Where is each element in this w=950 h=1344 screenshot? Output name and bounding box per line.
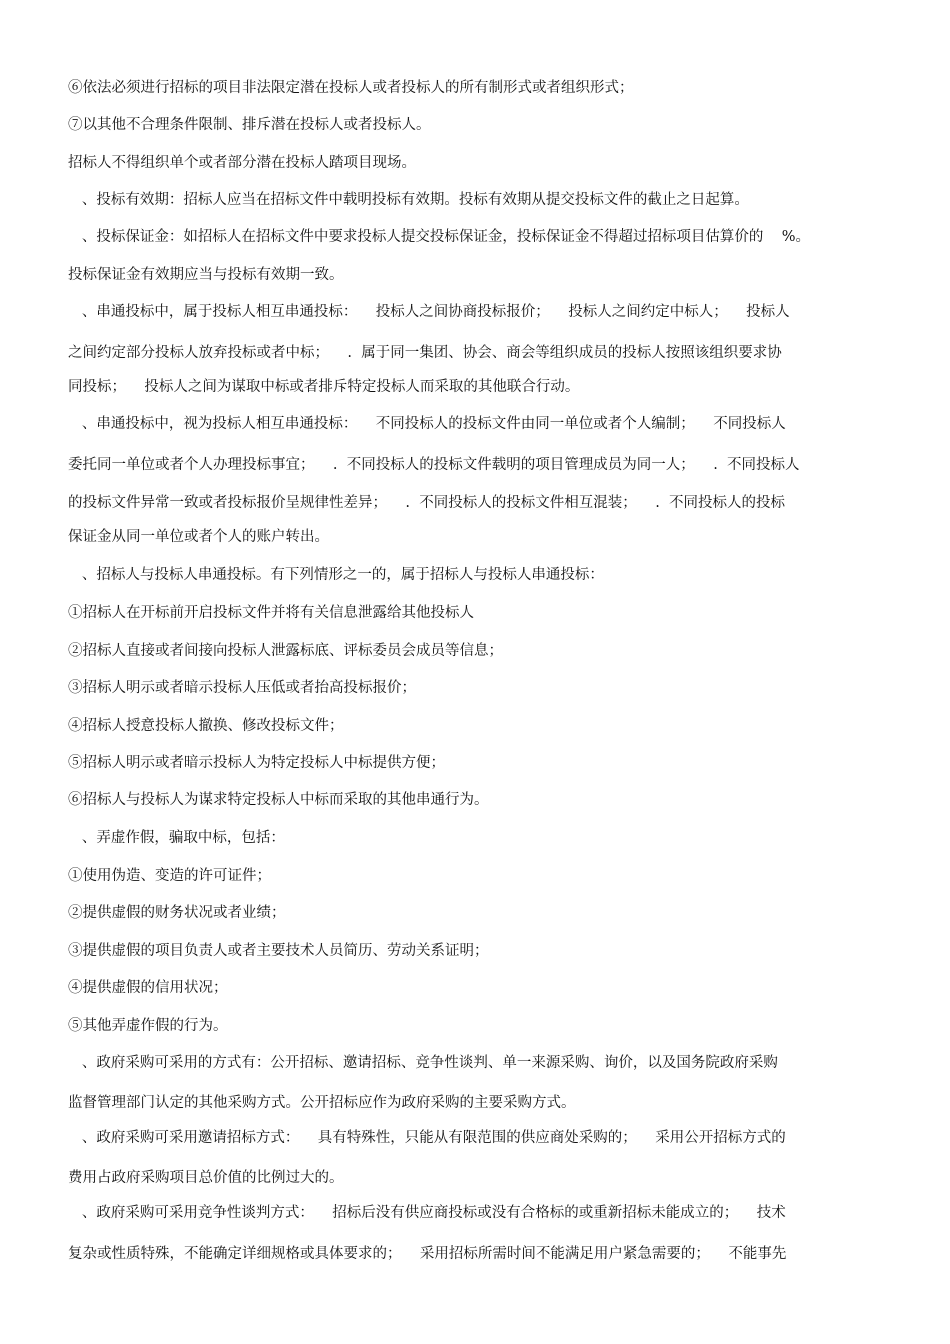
text-line: ⑤其他弄虚作假的行为。 <box>68 1018 228 1034</box>
text-line: 、政府采购可采用邀请招标方式： 具有特殊性，只能从有限范围的供应商处采购的； 采用公开招标方式的 <box>68 1130 786 1146</box>
text-line: ④提供虚假的信用状况； <box>68 980 228 996</box>
text-line: 、政府采购可采用的方式有：公开招标、邀请招标、竞争性谈判、单一来源采购、询价，以及国务院政府采购 <box>68 1055 778 1071</box>
text-line: 、弄虚作假，骗取中标，包括： <box>68 830 285 846</box>
text-line: ②提供虚假的财务状况或者业绩； <box>68 905 286 921</box>
text-line: 保证金从同一单位或者个人的账户转出。 <box>68 529 329 545</box>
text-line: ⑦以其他不合理条件限制、排斥潜在投标人或者投标人。 <box>68 117 431 133</box>
text-line: 、招标人与投标人串通投标。有下列情形之一的，属于招标人与投标人串通投标： <box>68 567 604 583</box>
text-line: ⑥招标人与投标人为谋求特定投标人中标而采取的其他串通行为。 <box>68 792 489 808</box>
text-line: 、串通投标中，属于投标人相互串通投标： 投标人之间协商投标报价； 投标人之间约定中标人； 投标人 <box>68 304 790 320</box>
text-line: 费用占政府采购项目总价值的比例过大的。 <box>68 1170 344 1186</box>
text-line: 招标人不得组织单个或者部分潜在投标人踏项目现场。 <box>68 155 416 171</box>
text-line: 、政府采购可采用竞争性谈判方式： 招标后没有供应商投标或没有合格标的或重新招标未能成立的； 技术 <box>68 1205 786 1221</box>
text-line: ⑥依法必须进行招标的项目非法限定潜在投标人或者投标人的所有制形式或者组织形式； <box>68 80 634 96</box>
text-line: 复杂或性质特殊，不能确定详细规格或具体要求的； 采用招标所需时间不能满足用户紧急需要的； 不能事先 <box>68 1246 787 1262</box>
text-line: 的投标文件异常一致或者投标报价呈规律性差异； . 不同投标人的投标文件相互混装； . 不同投标人的投标 <box>68 495 786 511</box>
text-line: ①使用伪造、变造的许可证件； <box>68 868 271 884</box>
text-line: ③提供虚假的项目负责人或者主要技术人员简历、劳动关系证明； <box>68 943 489 959</box>
text-line: ②招标人直接或者间接向投标人泄露标底、评标委员会成员等信息； <box>68 643 503 659</box>
text-line: ④招标人授意投标人撤换、修改投标文件； <box>68 718 344 734</box>
text-line: 投标保证金有效期应当与投标有效期一致。 <box>68 267 344 283</box>
text-line: 监督管理部门认定的其他采购方式。公开招标应作为政府采购的主要采购方式。 <box>68 1095 576 1111</box>
text-line: 委托同一单位或者个人办理投标事宜； . 不同投标人的投标文件载明的项目管理成员为同一人； . 不同投标人 <box>68 457 800 473</box>
text-line: ①招标人在开标前开启投标文件并将有关信息泄露给其他投标人 <box>68 605 474 621</box>
text-line: ③招标人明示或者暗示投标人压低或者抬高投标报价； <box>68 680 416 696</box>
text-line: 、串通投标中，视为投标人相互串通投标： 不同投标人的投标文件由同一单位或者个人编制； 不同投标人 <box>68 416 786 432</box>
text-line: 之间约定部分投标人放弃投标或者中标； . 属于同一集团、协会、商会等组织成员的投标人按照该组织要求协 <box>68 345 782 361</box>
text-line: ⑤招标人明示或者暗示投标人为特定投标人中标提供方便； <box>68 755 445 771</box>
text-line: 、投标保证金：如招标人在招标文件中要求投标人提交投标保证金，投标保证金不得超过招标项目估算价的 %。 <box>68 229 811 245</box>
text-line: 、投标有效期：招标人应当在招标文件中载明投标有效期。投标有效期从提交投标文件的截止之日起算。 <box>68 192 749 208</box>
text-line: 同投标； 投标人之间为谋取中标或者排斥特定投标人而采取的其他联合行动。 <box>68 379 580 395</box>
